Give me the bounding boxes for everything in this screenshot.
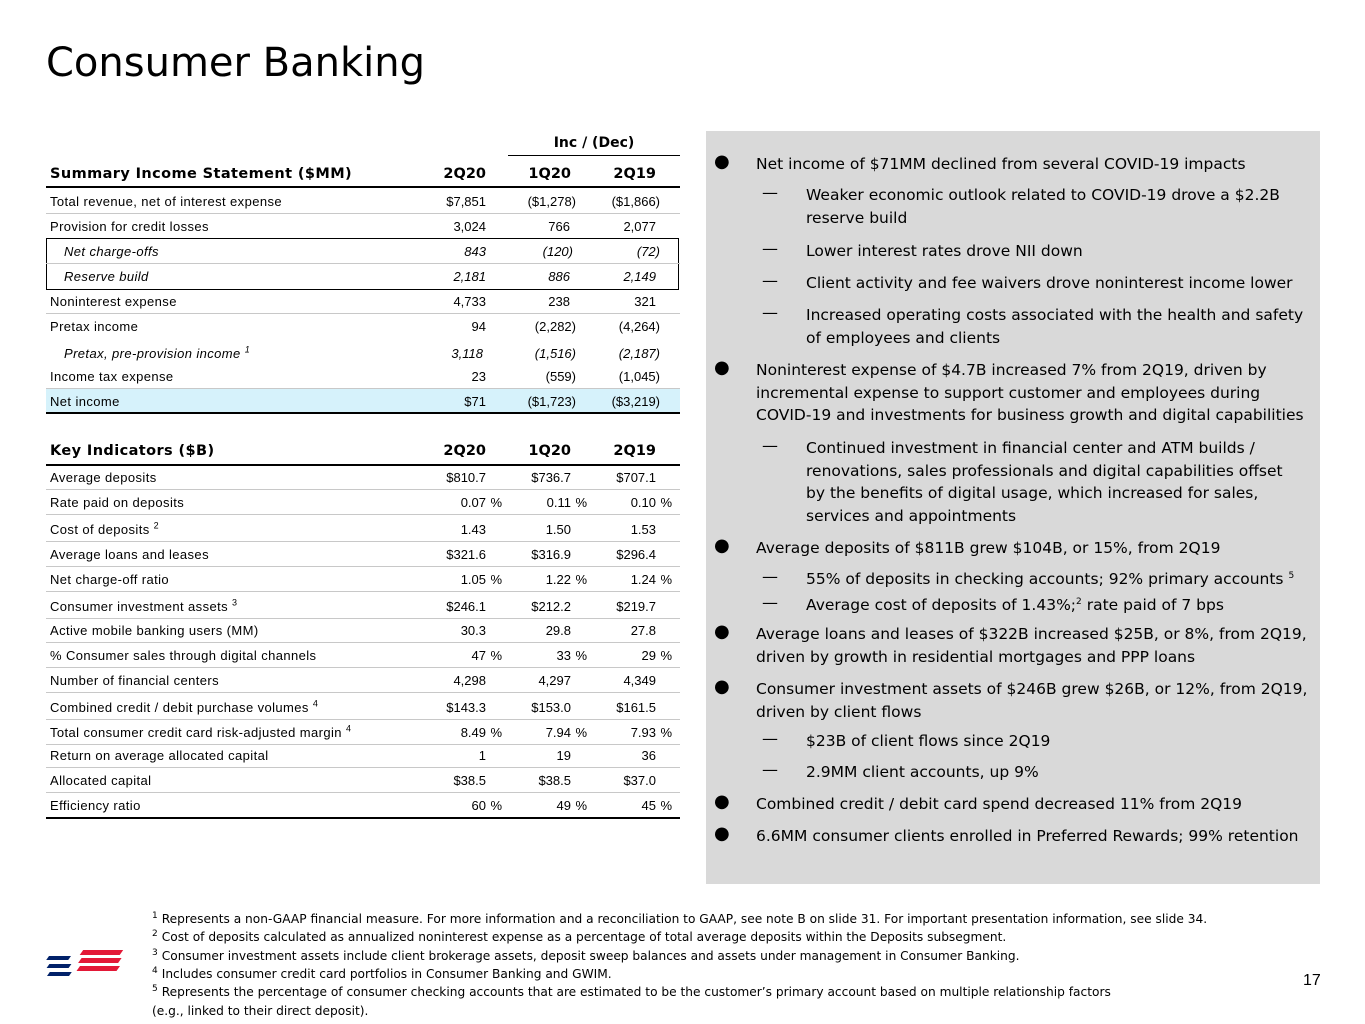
table-row: Income tax expense 23 (559) (1,045) [46,363,680,389]
percent-sign: % [660,798,672,813]
dash-icon: — [762,567,778,586]
bullet-preferred-rewards: ● 6.6MM consumer clients enrolled in Preferred Rewards; 99% retention [714,823,1299,845]
sub-bullet: — Continued investment in financial center and ATM builds / renovations, sales professionals and digital capabilities offset by the benefits of digital usage, which increased for sales, services and appointments [762,436,1283,525]
bullet-investment-assets: ● Consumer investment assets of $246B grew $26B, or 12%, from 2Q19, driven by client flows [714,676,1308,721]
key-indicators-table [46,436,680,821]
footnote: $^4$ Includes consumer credit card portfolios in Consumer Banking and GWIM. [152,965,612,981]
percent-sign: % [575,495,587,510]
table-row: Pretax income 94 (2,282) (4,264) [50,319,660,334]
summary-header-c3: 2Q19 [613,166,656,182]
table-row: Active mobile banking users (MM) 30.3 29.8 27.8 [46,617,680,643]
dash-icon: — [762,593,778,612]
dash-icon: — [762,303,778,322]
sub-bullet: — Lower interest rates drove NII down [762,239,1083,260]
bank-flag-logo-icon [46,946,136,996]
bullet-loans: ● Average loans and leases of $322B increased $25B, or 8%, from 2Q19, driven by growth in residential mortgages and PPP loans [714,621,1307,666]
table-row: Return on average allocated capital 1 19 36 [46,742,680,768]
bullet-noninterest-expense: ● Noninterest expense of $4.7B increased 7% from 2Q19, driven by incremental expense to support customer and employees during COVID-19 and investments for business growth and digital capabilities [714,357,1304,425]
summary-header-c1: 2Q20 [443,166,486,182]
commentary-panel [706,131,1320,884]
dash-icon: — [762,436,778,455]
dash-icon: — [762,729,778,748]
percent-sign: % [660,495,672,510]
footnote: $^3$ Consumer investment assets include client brokerage assets, deposit sweep balances and assets under management in Consumer Banking. [152,947,1020,963]
percent-sign: % [490,798,502,813]
dash-icon: — [762,760,778,779]
table-row: Allocated capital $38.5 $38.5 $37.0 [46,767,680,793]
page-title: Consumer Banking [46,40,426,86]
percent-sign: % [575,572,587,587]
summary-header-row [46,160,680,188]
sub-bullet: — Client activity and fee waivers drove noninterest income lower [762,271,1293,292]
bullet-dot-icon: ● [714,621,730,642]
table-row: Efficiency ratio 60 % 49 % 45 % [46,792,680,819]
dash-icon: — [762,183,778,202]
bullet-dot-icon: ● [714,791,730,812]
bullet-net-income: ● Net income of $71MM declined from several COVID-19 impacts [714,151,1246,173]
footnote: $^5$ Represents the percentage of consumer checking accounts that are estimated to be the customer’s primary account based on multiple relationship factors [152,984,1111,1000]
table-row: Average loans and leases $321.6 $316.9 $296.4 [46,541,680,567]
bullet-dot-icon: ● [714,676,730,697]
dash-icon: — [762,271,778,290]
percent-sign: % [490,725,502,740]
table-row: Total revenue, net of interest expense $7,851 ($1,278) ($1,866) [46,188,680,214]
percent-sign: % [490,572,502,587]
table-row: Rate paid on deposits 0.07 % 0.11 % 0.10 % [46,489,680,515]
net-income-row: Net income $71 ($1,723) ($3,219) [46,389,680,414]
bullet-dot-icon: ● [714,535,730,556]
sub-bullet: — 55% of deposits in checking accounts; 92% primary accounts $^5$ [762,567,1295,588]
percent-sign: % [490,495,502,510]
page-number: 17 [1303,972,1321,989]
percent-sign: % [575,725,587,740]
table-row: Net charge-offs 843 (120) (72) [46,238,680,264]
table-row: Average deposits $810.7 $736.7 $707.1 [46,464,680,490]
sub-bullet: — 2.9MM client accounts, up 9% [762,760,1039,781]
sub-bullet: — Weaker economic outlook related to COVID-19 drove a $2.2B reserve build [762,183,1280,227]
footnote: $^2$ Cost of deposits calculated as annualized noninterest expense as a percentage of total average deposits within the Deposits subsegment. [152,929,1007,945]
summary-header-c2: 1Q20 [528,166,571,182]
table-row: Consumer investment assets $^3$ $246.1 $212.2 $219.7 [46,593,680,619]
table-row: Number of financial centers 4,298 4,297 4,349 [46,667,680,693]
dash-icon: — [762,239,778,258]
bullet-dot-icon: ● [714,357,730,378]
bullet-deposits: ● Average deposits of $811B grew $104B, or 15%, from 2Q19 [714,535,1221,557]
table-row: Noninterest expense 4,733 238 321 [46,288,680,314]
footnote: (e.g., linked to their direct deposit). [152,1003,369,1018]
table-row: % Consumer sales through digital channels 47 % 33 % 29 % [46,642,680,668]
table-row: Provision for credit losses 3,024 766 2,077 [50,219,656,234]
percent-sign: % [660,725,672,740]
summary-header-label: Summary Income Statement ($MM) [50,166,353,182]
percent-sign: % [575,798,587,813]
table-row: Total consumer credit card risk-adjusted margin $^4$ 8.49 % 7.94 % 7.93 % [46,719,680,745]
percent-sign: % [575,648,587,663]
percent-sign: % [660,648,672,663]
key-header-row: Key Indicators ($B) 2Q20 1Q20 2Q19 [46,436,680,466]
table-row: Reserve build 2,181 886 2,149 [64,269,656,284]
table-row: Cost of deposits $^2$ 1.43 1.50 1.53 [46,516,680,542]
bullet-dot-icon: ● [714,823,730,844]
footnote: $^1$ Represents a non-GAAP financial measure. For more information and a reconciliation to GAAP, see note B on slide 31. For important presentation information, see slide 34. [152,910,1208,926]
inc-dec-header: Inc / (Dec) [508,135,680,156]
sub-bullet: — $23B of client flows since 2Q19 [762,729,1051,750]
sub-bullet: — Increased operating costs associated with the health and safety of employees and clients [762,303,1304,347]
table-row: Combined credit / debit purchase volumes $^4$ $143.3 $153.0 $161.5 [46,694,680,720]
bullet-card-spend: ● Combined credit / debit card spend decreased 11% from 2Q19 [714,791,1243,813]
bullet-dot-icon: ● [714,151,730,172]
table-row: Net charge-off ratio 1.05 % 1.22 % 1.24 % [46,566,680,592]
table-row: Pretax, pre-provision income $^1$ 3,118 (1,516) (2,187) [64,344,660,361]
key-header-label: Key Indicators ($B) [50,443,215,459]
percent-sign: % [660,572,672,587]
sub-bullet: — Average cost of deposits of 1.43%;$^2$ rate paid of 7 bps [762,593,1224,614]
percent-sign: % [490,648,502,663]
